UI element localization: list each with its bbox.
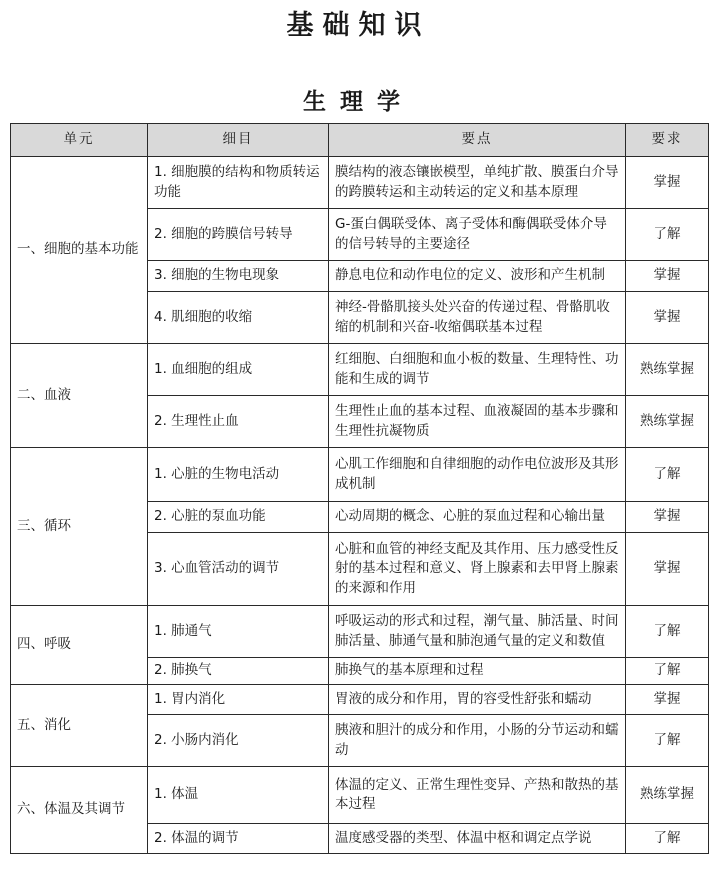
requirement-cell: 掌握: [626, 502, 709, 533]
item-cell: 1. 体温: [148, 767, 329, 824]
item-cell: 2. 小肠内消化: [148, 715, 329, 767]
requirement-cell: 了解: [626, 209, 709, 261]
item-cell: 2. 肺换气: [148, 658, 329, 685]
point-cell: 心动周期的概念、心脏的泵血过程和心输出量: [329, 502, 626, 533]
item-cell: 3. 细胞的生物电现象: [148, 261, 329, 292]
header-point: 要点: [329, 124, 626, 157]
requirement-cell: 了解: [626, 606, 709, 658]
point-cell: 胃液的成分和作用，胃的容受性舒张和蠕动: [329, 685, 626, 715]
item-cell: 1. 细胞膜的结构和物质转运功能: [148, 157, 329, 209]
requirement-cell: 熟练掌握: [626, 344, 709, 396]
requirement-cell: 掌握: [626, 261, 709, 292]
requirement-cell: 熟练掌握: [626, 767, 709, 824]
requirement-cell: 掌握: [626, 685, 709, 715]
item-cell: 1. 心脏的生物电活动: [148, 448, 329, 502]
point-cell: 肺换气的基本原理和过程: [329, 658, 626, 685]
item-cell: 3. 心血管活动的调节: [148, 533, 329, 606]
requirement-cell: 了解: [626, 824, 709, 854]
table-row: [11, 448, 709, 502]
table-header-row: [11, 124, 709, 157]
point-cell: 心脏和血管的神经支配及其作用、压力感受性反射的基本过程和意义、肾上腺素和去甲肾上腺素的来源和作用: [329, 533, 626, 606]
requirement-cell: 了解: [626, 448, 709, 502]
requirement-cell: 熟练掌握: [626, 396, 709, 448]
unit-cell: 六、体温及其调节: [11, 767, 148, 854]
requirement-cell: 掌握: [626, 292, 709, 344]
point-cell: 体温的定义、正常生理性变异、产热和散热的基本过程: [329, 767, 626, 824]
point-cell: 生理性止血的基本过程、血液凝固的基本步骤和生理性抗凝物质: [329, 396, 626, 448]
point-cell: 胰液和胆汁的成分和作用，小肠的分节运动和蠕动: [329, 715, 626, 767]
unit-cell: 五、消化: [11, 685, 148, 767]
item-cell: 1. 血细胞的组成: [148, 344, 329, 396]
requirement-cell: 掌握: [626, 157, 709, 209]
header-unit: 单元: [11, 124, 148, 157]
table-row: [11, 767, 709, 824]
item-cell: 2. 细胞的跨膜信号转导: [148, 209, 329, 261]
point-cell: G-蛋白偶联受体、离子受体和酶偶联受体介导的信号转导的主要途径: [329, 209, 626, 261]
point-cell: 静息电位和动作电位的定义、波形和产生机制: [329, 261, 626, 292]
table-row: [11, 157, 709, 209]
requirement-cell: 了解: [626, 658, 709, 685]
unit-cell: 三、循环: [11, 448, 148, 606]
table-row: [11, 685, 709, 715]
point-cell: 膜结构的液态镶嵌模型，单纯扩散、膜蛋白介导的跨膜转运和主动转运的定义和基本原理: [329, 157, 626, 209]
syllabus-table: [10, 123, 709, 854]
requirement-cell: 了解: [626, 715, 709, 767]
point-cell: 温度感受器的类型、体温中枢和调定点学说: [329, 824, 626, 854]
requirement-cell: 掌握: [626, 533, 709, 606]
item-cell: 1. 肺通气: [148, 606, 329, 658]
item-cell: 2. 生理性止血: [148, 396, 329, 448]
unit-cell: 四、呼吸: [11, 606, 148, 685]
header-requirement: 要求: [626, 124, 709, 157]
item-cell: 4. 肌细胞的收缩: [148, 292, 329, 344]
page-title: 基础知识: [286, 10, 431, 41]
point-cell: 心肌工作细胞和自律细胞的动作电位波形及其形成机制: [329, 448, 626, 502]
unit-cell: 一、细胞的基本功能: [11, 157, 148, 344]
item-cell: 2. 体温的调节: [148, 824, 329, 854]
table-row: [11, 606, 709, 658]
unit-cell: 二、血液: [11, 344, 148, 448]
point-cell: 呼吸运动的形式和过程，潮气量、肺活量、时间肺活量、肺通气量和肺泡通气量的定义和数值: [329, 606, 626, 658]
item-cell: 2. 心脏的泵血功能: [148, 502, 329, 533]
point-cell: 神经-骨骼肌接头处兴奋的传递过程、骨骼肌收缩的机制和兴奋-收缩偶联基本过程: [329, 292, 626, 344]
point-cell: 红细胞、白细胞和血小板的数量、生理特性、功能和生成的调节: [329, 344, 626, 396]
item-cell: 1. 胃内消化: [148, 685, 329, 715]
table-row: [11, 344, 709, 396]
header-item: 细目: [148, 124, 329, 157]
section-title: 生理学: [303, 89, 414, 115]
